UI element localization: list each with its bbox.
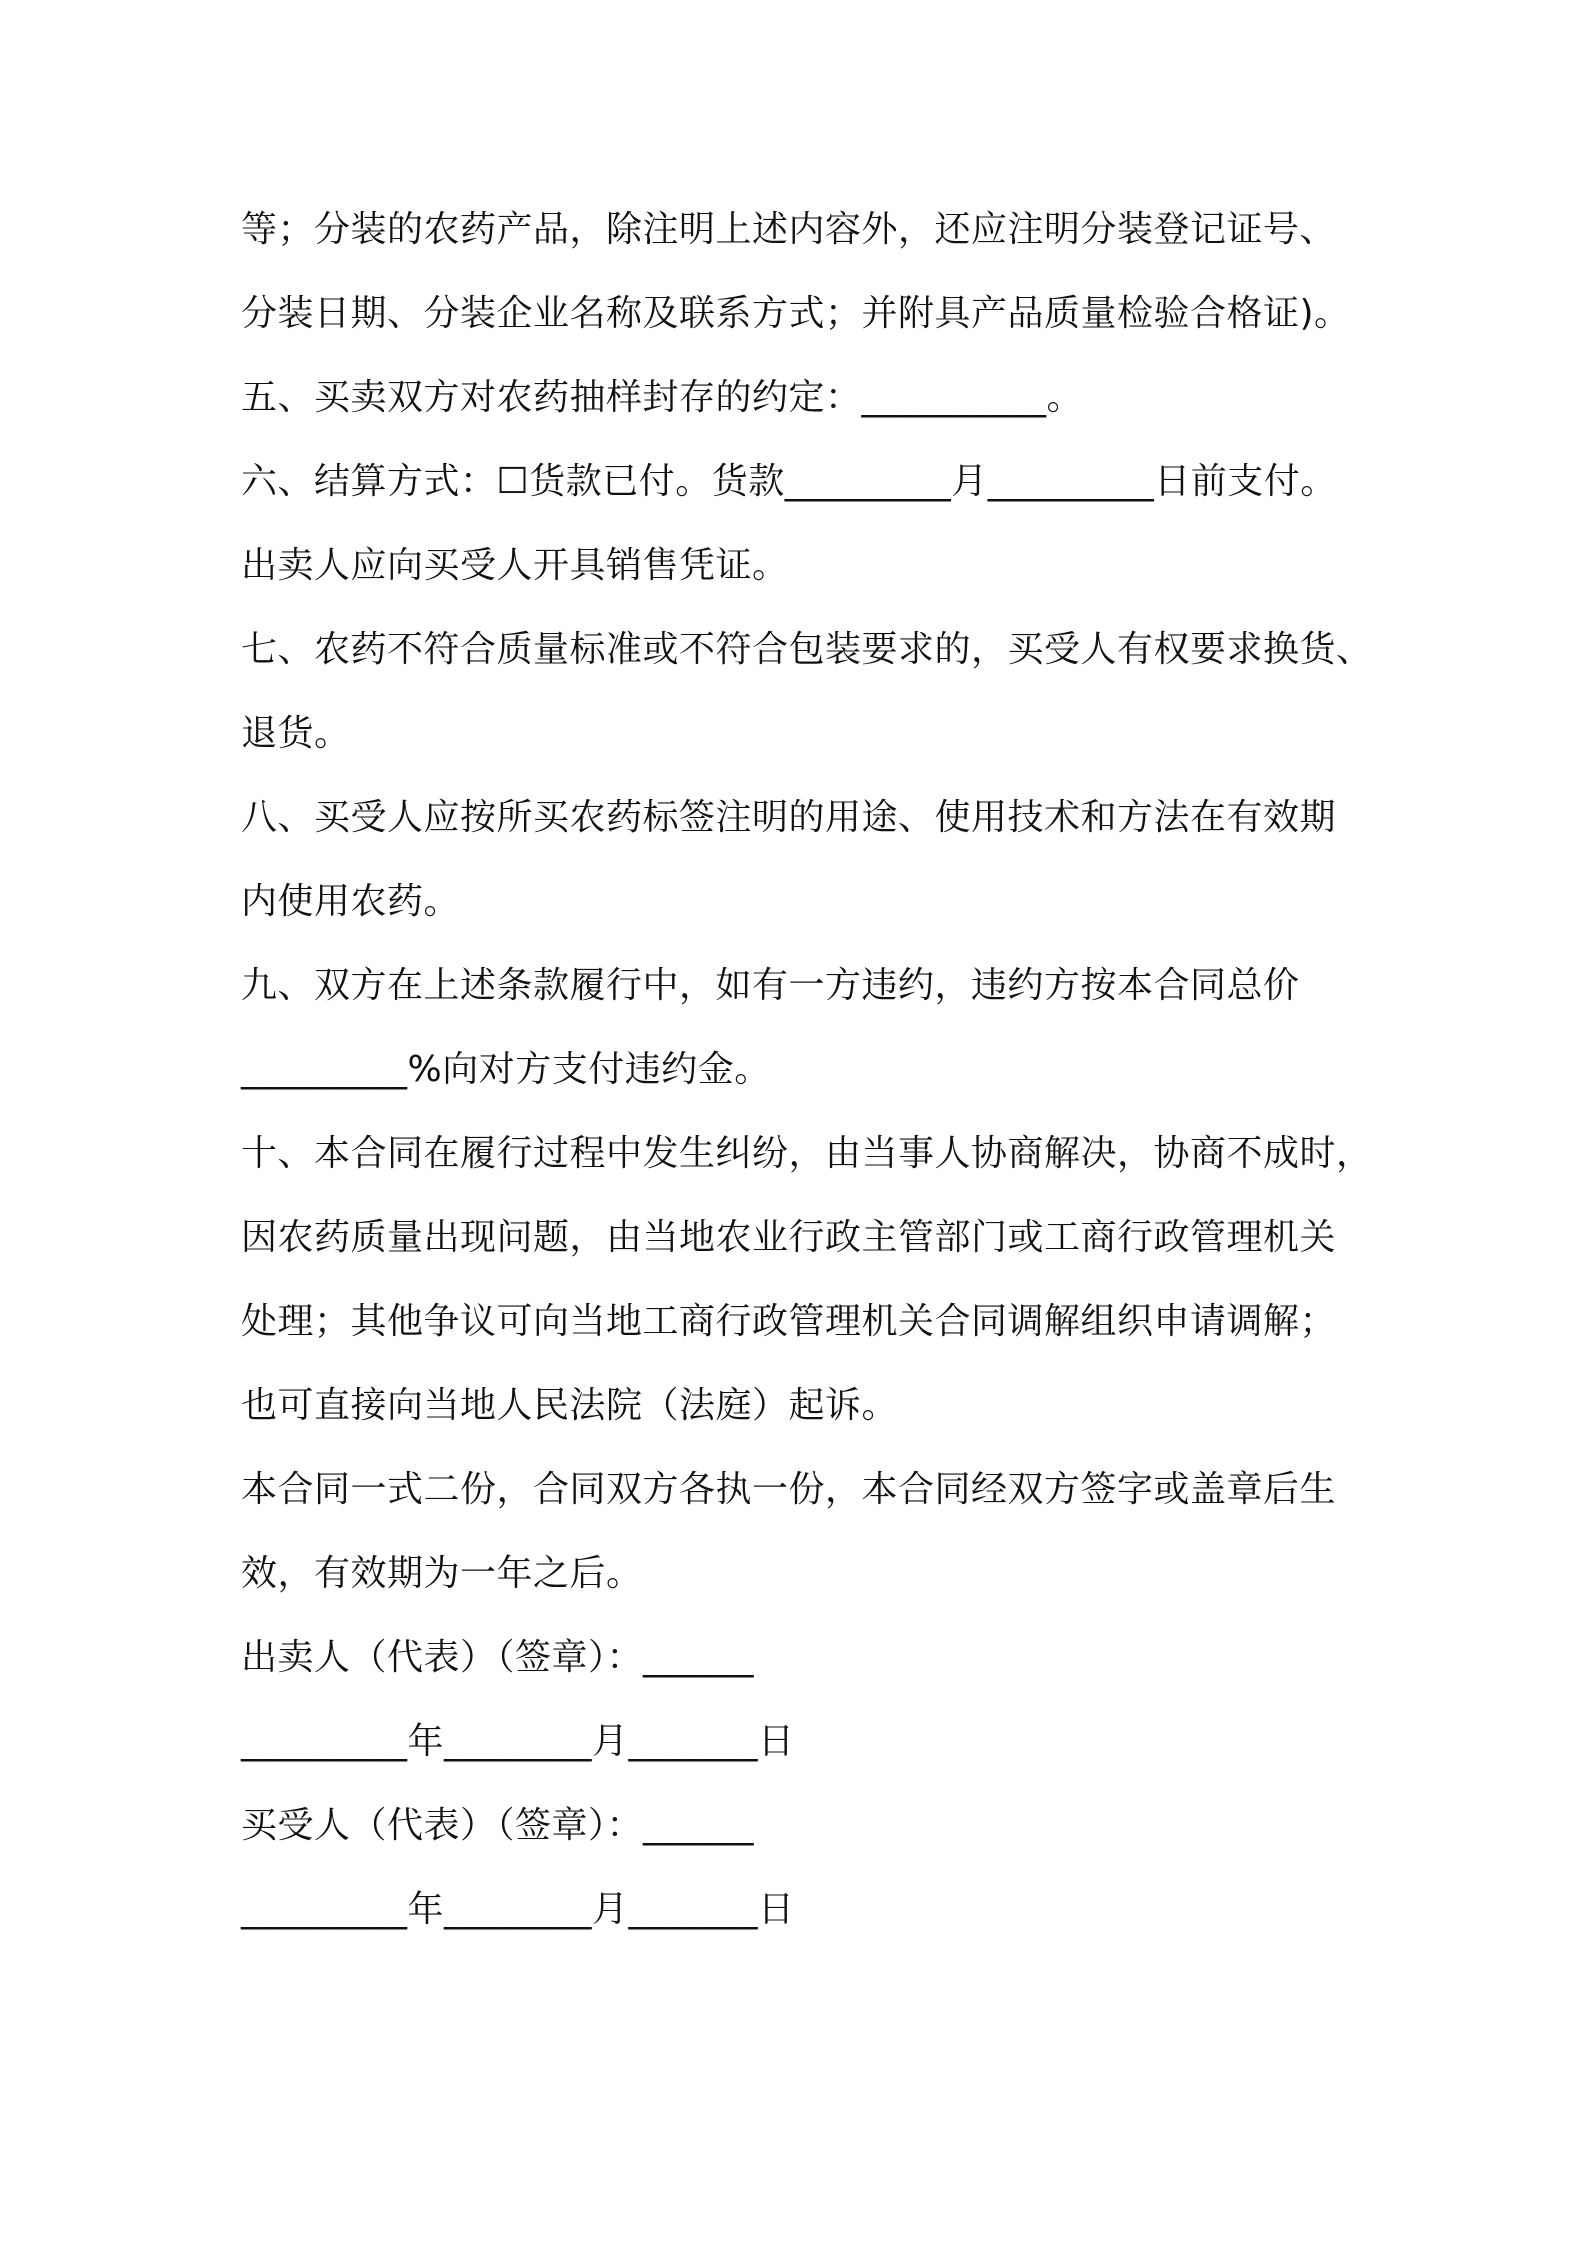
closing-paragraph: 本合同一式二份，合同双方各执一份，本合同经双方签字或盖章后生: [241, 1469, 1337, 1510]
buyer-signature-line: 买受人（代表）（签章）：______: [241, 1805, 755, 1846]
text-line: 处理；其他争议可向当地工商行政管理机关合同调解组织申请调解；: [241, 1301, 1337, 1342]
text-line: 也可直接向当地人民法院（法庭）起诉。: [241, 1385, 899, 1426]
clause-7: 七、农药不符合质量标准或不符合包装要求的，买受人有权要求换货、: [241, 629, 1373, 670]
text-line: 效，有效期为一年之后。: [241, 1553, 643, 1594]
text-line: 退货。: [241, 713, 351, 754]
clause-9: 九、双方在上述条款履行中，如有一方违约，违约方按本合同总价: [241, 965, 1300, 1006]
text-line: 出卖人应向买受人开具销售凭证。: [241, 545, 789, 586]
text-line: 等；分装的农药产品，除注明上述内容外，还应注明分装登记证号、: [241, 209, 1337, 250]
text-line: _________%向对方支付违约金。: [241, 1049, 771, 1090]
text-line: 内使用农药。: [241, 881, 461, 922]
buyer-date-line: _________年________月_______日: [241, 1889, 795, 1930]
clause-5: 五、买卖双方对农药抽样封存的约定：__________。: [241, 377, 1084, 418]
clause-6: 六、结算方式：☐货款已付。货款_________月_________日前支付。: [241, 461, 1337, 502]
text-line: 因农药质量出现问题，由当地农业行政主管部门或工商行政管理机关: [241, 1217, 1337, 1258]
seller-signature-line: 出卖人（代表）（签章）：______: [241, 1637, 755, 1678]
seller-date-line: _________年________月_______日: [241, 1721, 795, 1762]
clause-10: 十、本合同在履行过程中发生纠纷，由当事人协商解决，协商不成时，: [241, 1133, 1373, 1174]
text-line: 分装日期、分装企业名称及联系方式；并附具产品质量检验合格证)。: [241, 293, 1351, 334]
clause-8: 八、买受人应按所买农药标签注明的用途、使用技术和方法在有效期: [241, 797, 1337, 838]
